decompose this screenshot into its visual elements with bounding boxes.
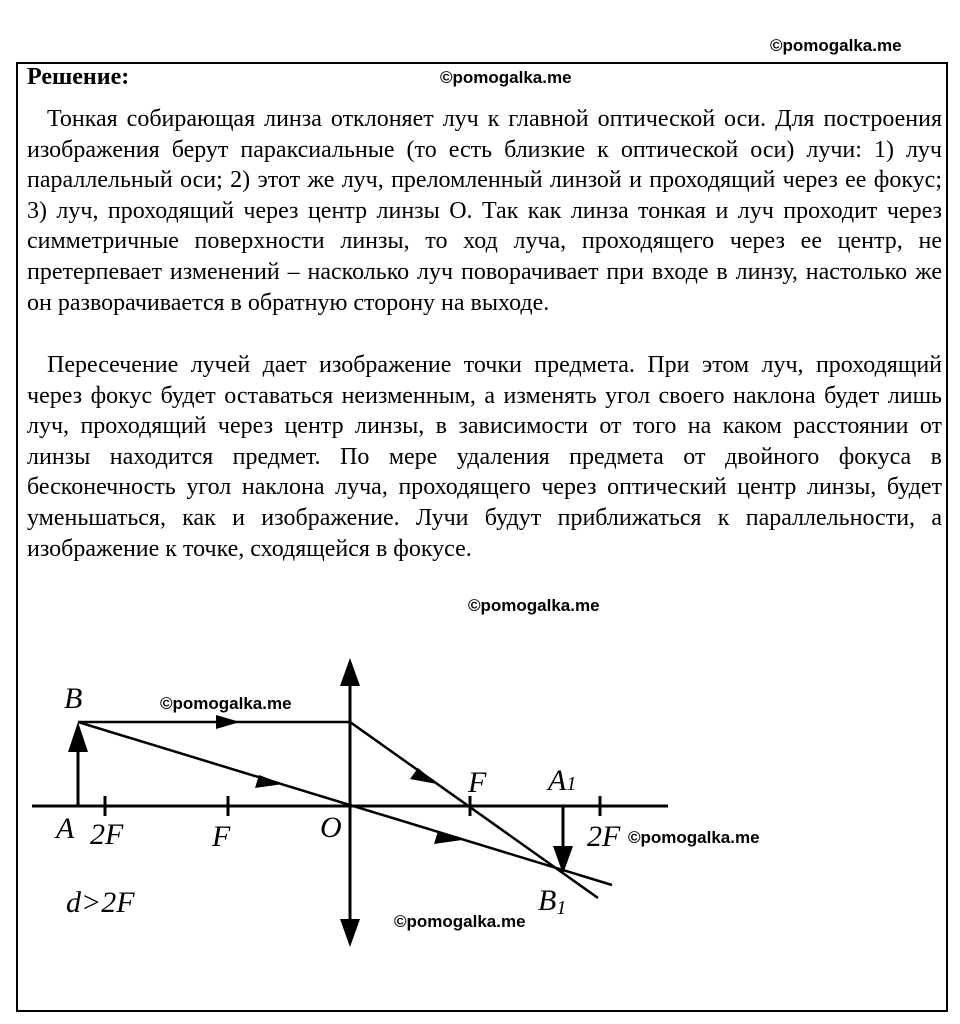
ray-through-center	[78, 722, 612, 885]
label-o: O	[320, 811, 342, 844]
label-a1: A1	[548, 764, 577, 797]
label-2f-left: 2F	[90, 818, 124, 851]
image-arrow	[553, 806, 573, 874]
label-f-left: F	[212, 820, 231, 853]
watermark-header: ©pomogalka.me	[440, 68, 572, 87]
object-arrow	[68, 722, 88, 806]
watermark-top-right: ©pomogalka.me	[770, 36, 902, 55]
paragraph-2: Пересечение лучей дает изображение точки предмета. При этом луч, проходящий через фокус будет оставаться неизменным, а изменять угол своего наклона будет лишь луч, проходящий через центр линзы, в зависимости от того на каком расстоянии от линзы находится предмет. По мере удаления предмета от двойного фокуса в бесконечность угол наклона луча, проходящего через оптический центр линзы, будет уменьшаться, как и изображение. Лучи будут приближаться к параллельности, а изображение к точке, сходящейся в фокусе.	[27, 352, 942, 562]
watermark-diagram-right: ©pomogalka.me	[628, 828, 760, 847]
solution-heading: Решение:	[27, 64, 130, 90]
watermark-diagram-left: ©pomogalka.me	[160, 694, 292, 713]
label-b1: B1	[538, 884, 567, 919]
watermark-middle: ©pomogalka.me	[468, 596, 600, 615]
label-b: B	[64, 682, 83, 715]
watermark-diagram-bottom: ©pomogalka.me	[394, 912, 526, 931]
label-a: A	[56, 812, 75, 845]
paragraph-1: Тонкая собирающая линза отклоняет луч к главной оптической оси. Для построения изображения берут параксиальные (то есть близкие к оптической оси) лучи: 1) луч параллельный оси; 2) этот же луч, преломленный линзой и проходящий через ее фокус; 3) луч, проходящий через центр линзы O. Так как линза тонкая и луч проходит через симметричные поверхности линзы, то ход луча, проходящего через ее центр, не претерпевает изменений – насколько луч поворачивает при входе в линзу, настолько же он разворачивается в обратную сторону на выходе.	[27, 106, 942, 316]
label-2f-right: 2F	[587, 820, 621, 853]
label-condition: d>2F	[66, 886, 135, 919]
label-f-right: F	[468, 766, 487, 799]
